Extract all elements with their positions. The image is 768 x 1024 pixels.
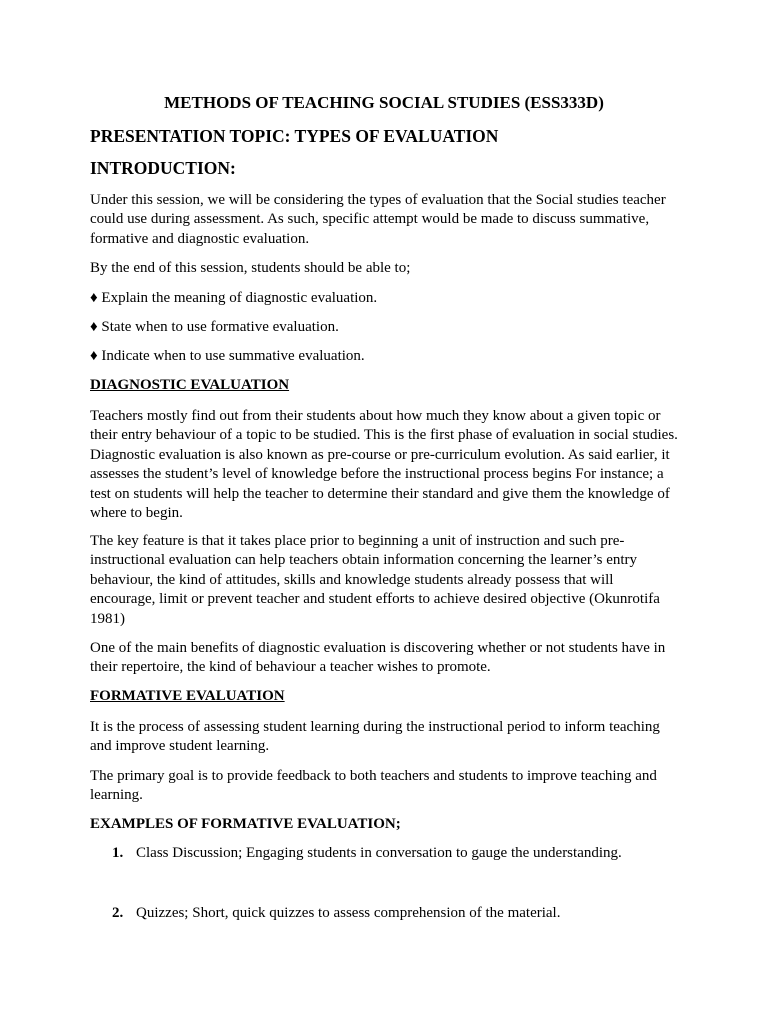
intro-paragraph: Under this session, we will be considering the types of evaluation that the Social studies teacher could use during assessment. As such, specific attempt would be made to discuss summative, formative and diagnostic evaluation. <box>90 192 666 247</box>
objective-item: ♦ Indicate when to use summative evaluation. <box>90 348 365 364</box>
diagnostic-heading: DIAGNOSTIC EVALUATION <box>90 377 290 393</box>
diagnostic-paragraph: Teachers mostly find out from their students about how much they know about a given topic or their entry behaviour of a topic to be studied. This is the first phase of evaluation in social studies. Diagnostic evaluation is also known as pre-course or pre-curriculum evolution. As said earlier, it assesses the student’s level of knowledge before the instructional process begins For instance; a test on students will help the teacher to determine their standard and give them the knowledge of where to begin. <box>90 408 678 522</box>
formative-paragraph: The primary goal is to provide feedback to both teachers and students to improve teaching and learning. <box>90 768 657 804</box>
presentation-topic: PRESENTATION TOPIC: TYPES OF EVALUATION <box>90 126 499 146</box>
formative-heading: FORMATIVE EVALUATION <box>90 688 285 704</box>
diagnostic-paragraph: One of the main benefits of diagnostic evaluation is discovering whether or not students have in their repertoire, the kind of behaviour a teacher wishes to promote. <box>90 640 666 676</box>
formative-paragraph: It is the process of assessing student learning during the instructional period to inform teaching and improve student learning. <box>90 719 660 755</box>
list-item-text: Quizzes; Short, quick quizzes to assess comprehension of the material. <box>136 905 561 921</box>
list-item-number: 1. <box>112 845 124 861</box>
list-item <box>112 905 560 922</box>
objective-item: ♦ Explain the meaning of diagnostic evaluation. <box>90 290 378 306</box>
list-item-text: Class Discussion; Engaging students in conversation to gauge the understanding. <box>136 845 622 861</box>
objectives-lead: By the end of this session, students should be able to; <box>90 260 411 276</box>
intro-heading: INTRODUCTION: <box>90 158 236 178</box>
diagnostic-paragraph: The key feature is that it takes place prior to beginning a unit of instruction and such pre-instructional evaluation can help teachers obtain information concerning the learner’s entry behaviour, the kind of attitudes, skills and knowledge students already possess that will encourage, limit or prevent teacher and student efforts to achieve desired objective (Okunrotifa 1981) <box>90 533 660 627</box>
list-item-number: 2. <box>112 905 124 921</box>
document-title: METHODS OF TEACHING SOCIAL STUDIES (ESS333D) <box>164 93 604 112</box>
objective-item: ♦ State when to use formative evaluation. <box>90 319 339 335</box>
examples-heading: EXAMPLES OF FORMATIVE EVALUATION; <box>90 816 401 832</box>
list-item <box>112 845 622 862</box>
